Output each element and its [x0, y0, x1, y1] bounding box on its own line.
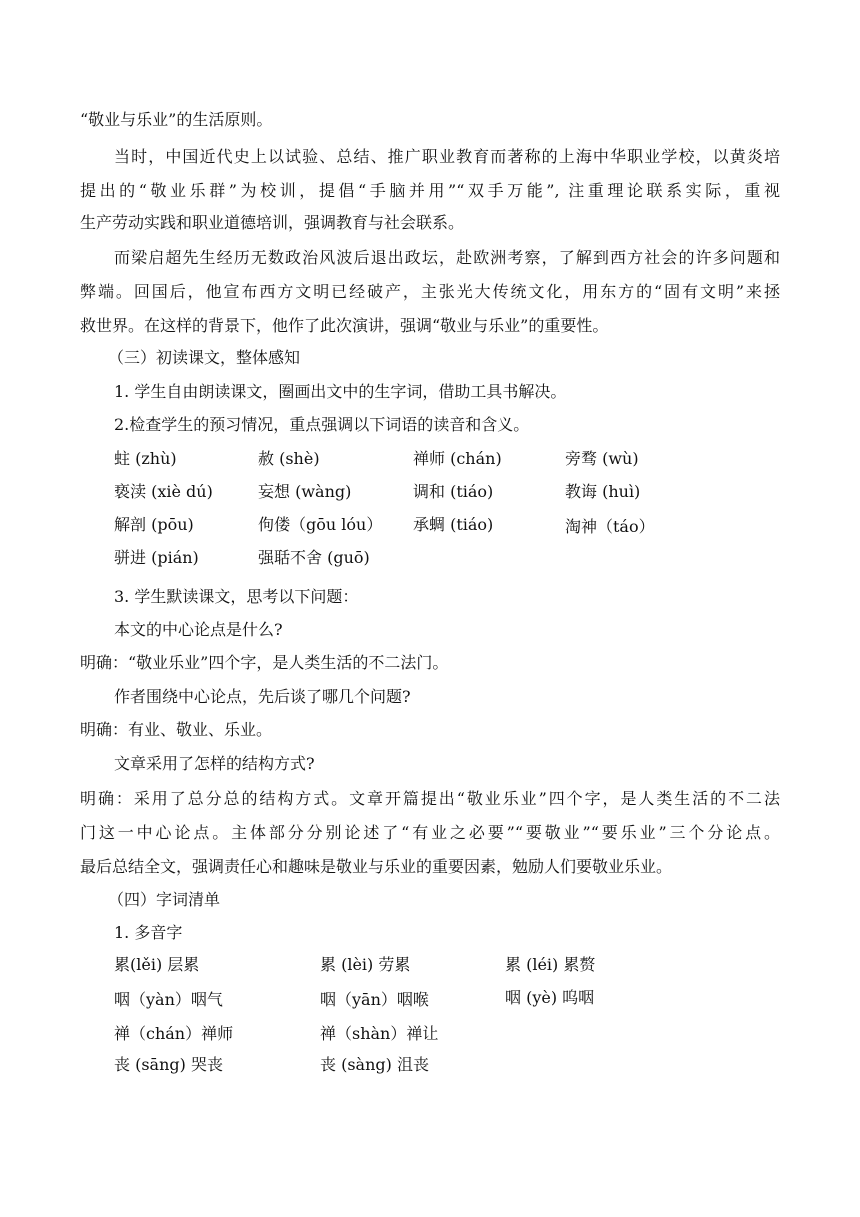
- vocab-cell: 强聒不舍 (guō): [258, 548, 370, 567]
- vocab-cell: 骈进 (pián): [114, 548, 199, 567]
- vocab-cell: 调和 (tiáo): [413, 482, 494, 501]
- polyphone-cell: 咽 (yè) 呜咽: [505, 988, 595, 1007]
- polyphone-cell: 丧 (sāng) 哭丧: [114, 1055, 223, 1074]
- vocab-cell: 赦 (shè): [258, 449, 320, 468]
- paragraph-line: 救世界。在这样的背景下，他作了此次演讲，强调“敬业与乐业”的重要性。: [80, 316, 609, 335]
- paragraph-line: “敬业与乐业”的生活原则。: [80, 110, 273, 129]
- paragraph-line: 弊端。回国后，他宣布西方文明已经破产，主张光大传统文化，用东方的“固有文明”来拯: [80, 282, 780, 301]
- polyphone-cell: 累 (léi) 累赘: [505, 955, 596, 974]
- answer-text: 门这一中心论点。主体部分分别论述了“有业之必要”“要敬业”“要乐业”三个分论点。: [80, 823, 780, 842]
- polyphone-cell: 咽（yàn）咽气: [114, 990, 223, 1009]
- answer-text: 明确：“敬业乐业”四个字，是人类生活的不二法门。: [80, 653, 449, 672]
- vocab-cell: 妄想 (wàng): [258, 482, 352, 501]
- list-item: 2.检查学生的预习情况，重点强调以下词语的读音和含义。: [114, 415, 530, 434]
- paragraph-line: 提出的“敬业乐群”为校训，提倡“手脑并用”“双手万能”, 注重理论联系实际，重视: [80, 181, 780, 200]
- list-item: 3. 学生默读课文，思考以下问题：: [114, 587, 359, 606]
- vocab-cell: 淘神（táo）: [565, 517, 655, 536]
- question-text: 作者围绕中心论点，先后谈了哪几个问题?: [114, 687, 411, 706]
- list-item: 1. 多音字: [114, 923, 183, 942]
- answer-text: 最后总结全文，强调责任心和趣味是敬业与乐业的重要因素，勉励人们要敬业乐业。: [80, 857, 673, 876]
- answer-text: 明确：有业、敬业、乐业。: [80, 720, 273, 739]
- polyphone-cell: 累(lěi) 层累: [114, 955, 200, 974]
- vocab-cell: 教诲 (huì): [565, 482, 641, 501]
- polyphone-cell: 禅（shàn）禅让: [320, 1024, 439, 1043]
- vocab-cell: 解剖 (pōu): [114, 515, 194, 534]
- section-heading: （四）字词清单: [108, 890, 221, 909]
- question-text: 本文的中心论点是什么?: [114, 620, 283, 639]
- polyphone-cell: 咽（yān）咽喉: [320, 990, 429, 1009]
- vocab-cell: 承蜩 (tiáo): [413, 515, 494, 534]
- polyphone-cell: 禅（chán）禅师: [114, 1024, 234, 1043]
- section-heading: （三）初读课文，整体感知: [108, 348, 301, 367]
- vocab-cell: 旁骛 (wù): [565, 449, 639, 468]
- list-item: 1. 学生自由朗读课文，圈画出文中的生字词，借助工具书解决。: [114, 382, 567, 401]
- answer-text: 明确：采用了总分总的结构方式。文章开篇提出“敬业乐业”四个字，是人类生活的不二法: [80, 789, 780, 808]
- vocab-cell: 禅师 (chán): [413, 449, 502, 468]
- vocab-cell: 佝偻（gōu lóu）: [258, 515, 383, 534]
- polyphone-cell: 丧 (sàng) 沮丧: [320, 1055, 429, 1074]
- paragraph-line: 生产劳动实践和职业道德培训，强调教育与社会联系。: [80, 213, 465, 232]
- polyphone-cell: 累 (lèi) 劳累: [320, 955, 411, 974]
- paragraph-line: 而梁启超先生经历无数政治风波后退出政坛，赴欧洲考察，了解到西方社会的许多问题和: [114, 248, 780, 267]
- paragraph-line: 当时，中国近代史上以试验、总结、推广职业教育而著称的上海中华职业学校，以黄炎培: [114, 147, 780, 166]
- vocab-cell: 蛀 (zhù): [114, 449, 177, 468]
- vocab-cell: 亵渎 (xiè dú): [114, 482, 213, 501]
- question-text: 文章采用了怎样的结构方式?: [114, 754, 315, 773]
